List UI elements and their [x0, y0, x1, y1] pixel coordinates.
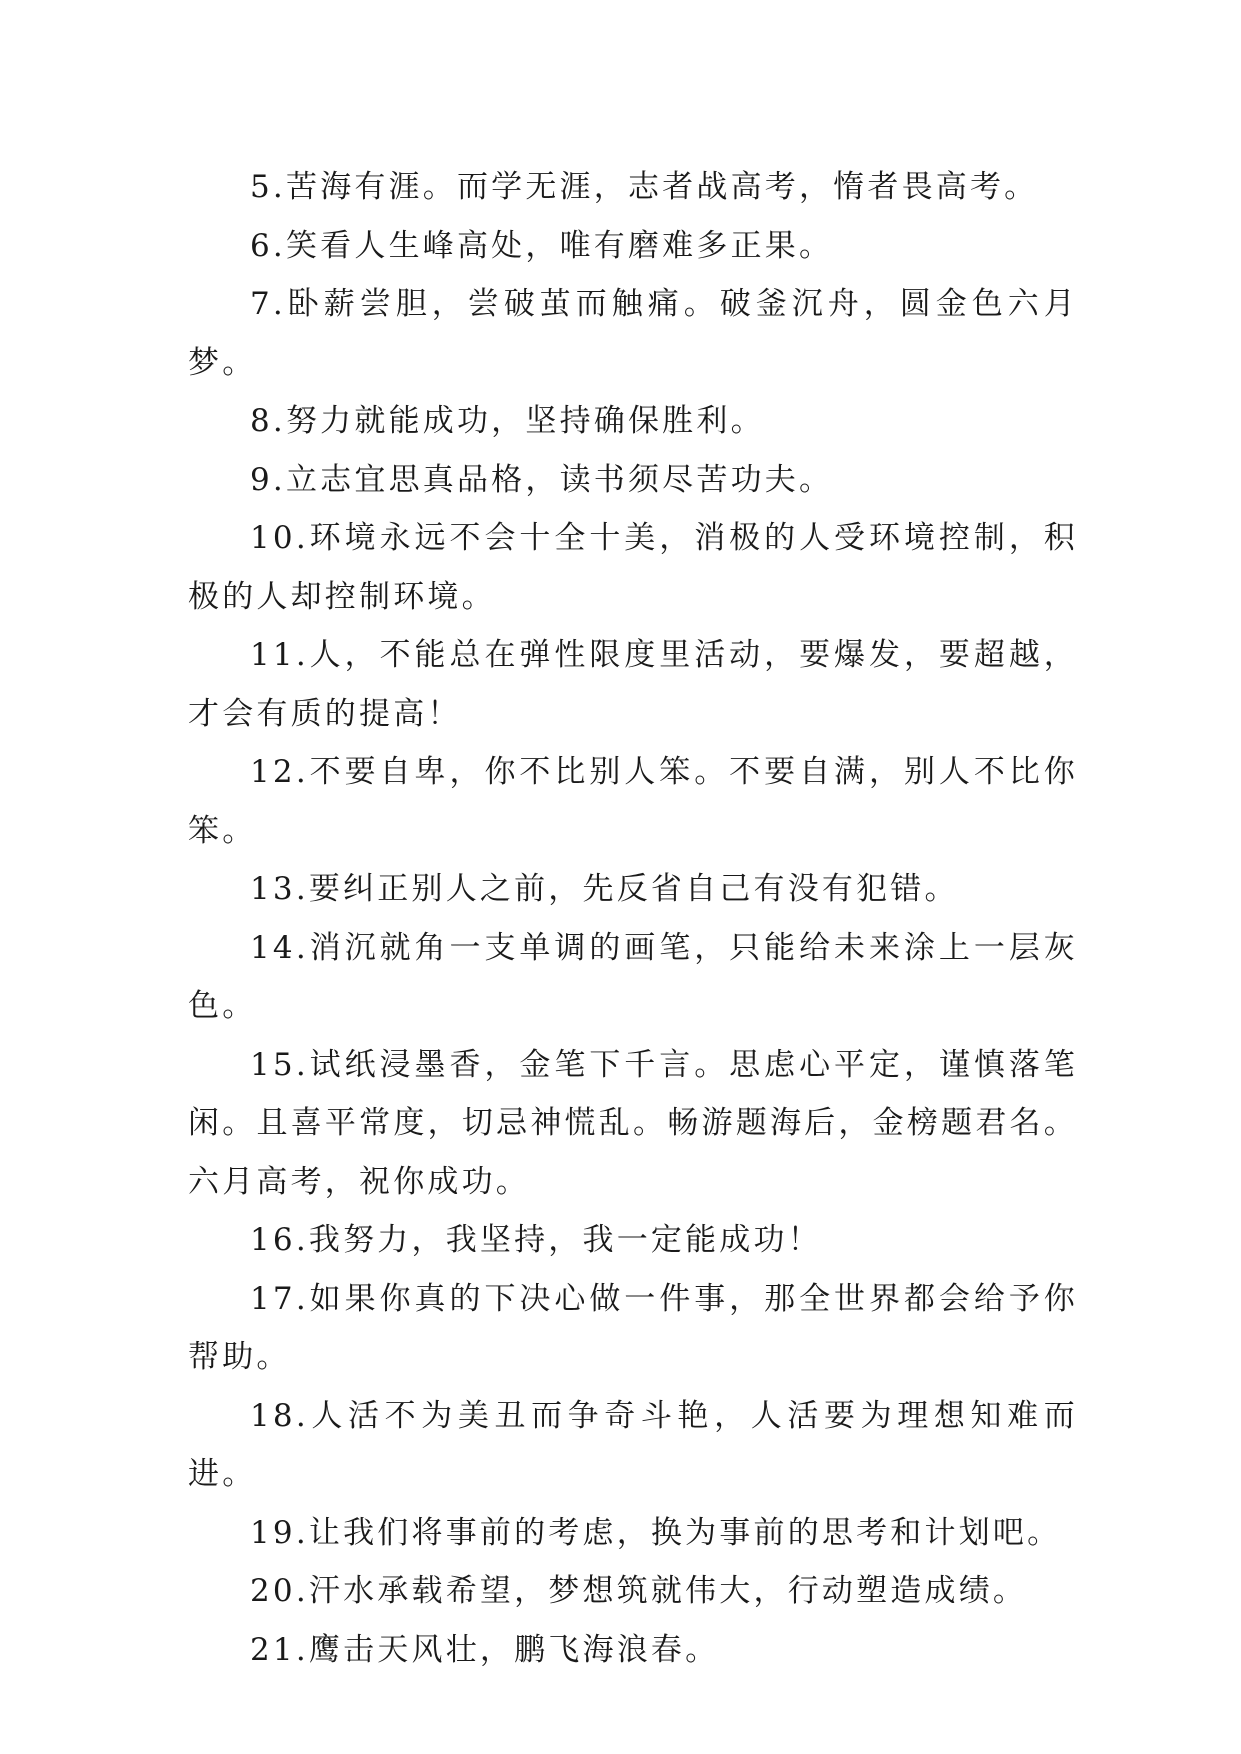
document-body [188, 158, 1078, 1679]
paragraph-12: 12.不要自卑，你不比别人笨。不要自满，别人不比你笨。 [188, 754, 1078, 849]
paragraph-16: 16.我努力，我坚持，我一定能成功！ [250, 1222, 822, 1258]
paragraph-11: 11.人，不能总在弹性限度里活动，要爆发，要超越，才会有质的提高！ [188, 637, 1078, 732]
paragraph-7: 7.卧薪尝胆，尝破茧而触痛。破釜沉舟，圆金色六月梦。 [188, 286, 1078, 381]
paragraph-14: 14.消沉就角一支单调的画笔，只能给未来涂上一层灰色。 [188, 929, 1078, 1024]
paragraph-15: 15.试纸浸墨香，金笔下千言。思虑心平定，谨慎落笔闲。且喜平常度，切忌神慌乱。畅游题海后，金榜题君名。六月高考，祝你成功。 [188, 1046, 1078, 1200]
paragraph-13: 13.要纠正别人之前，先反省自己有没有犯错。 [250, 871, 959, 907]
paragraph-10: 10.环境永远不会十全十美，消极的人受环境控制，积极的人却控制环境。 [188, 520, 1078, 615]
paragraph-5: 5.苦海有涯。而学无涯，志者战高考，惰者畏高考。 [250, 169, 1039, 205]
paragraph-19: 19.让我们将事前的考虑，换为事前的思考和计划吧。 [250, 1514, 1062, 1551]
paragraph-20: 20.汗水承载希望，梦想筑就伟大，行动塑造成绩。 [250, 1573, 1028, 1609]
paragraph-8: 8.努力就能成功，坚持确保胜利。 [250, 403, 765, 439]
paragraph-9: 9.立志宜思真品格，读书须尽苦功夫。 [250, 461, 834, 498]
paragraph-6: 6.笑看人生峰高处，唯有磨难多正果。 [250, 227, 834, 264]
paragraph-21: 21.鹰击天风壮，鹏飞海浪春。 [250, 1631, 720, 1668]
paragraph-17: 17.如果你真的下决心做一件事，那全世界都会给予你帮助。 [188, 1280, 1078, 1375]
paragraph-18: 18.人活不为美丑而争奇斗艳，人活要为理想知难而进。 [188, 1397, 1078, 1492]
